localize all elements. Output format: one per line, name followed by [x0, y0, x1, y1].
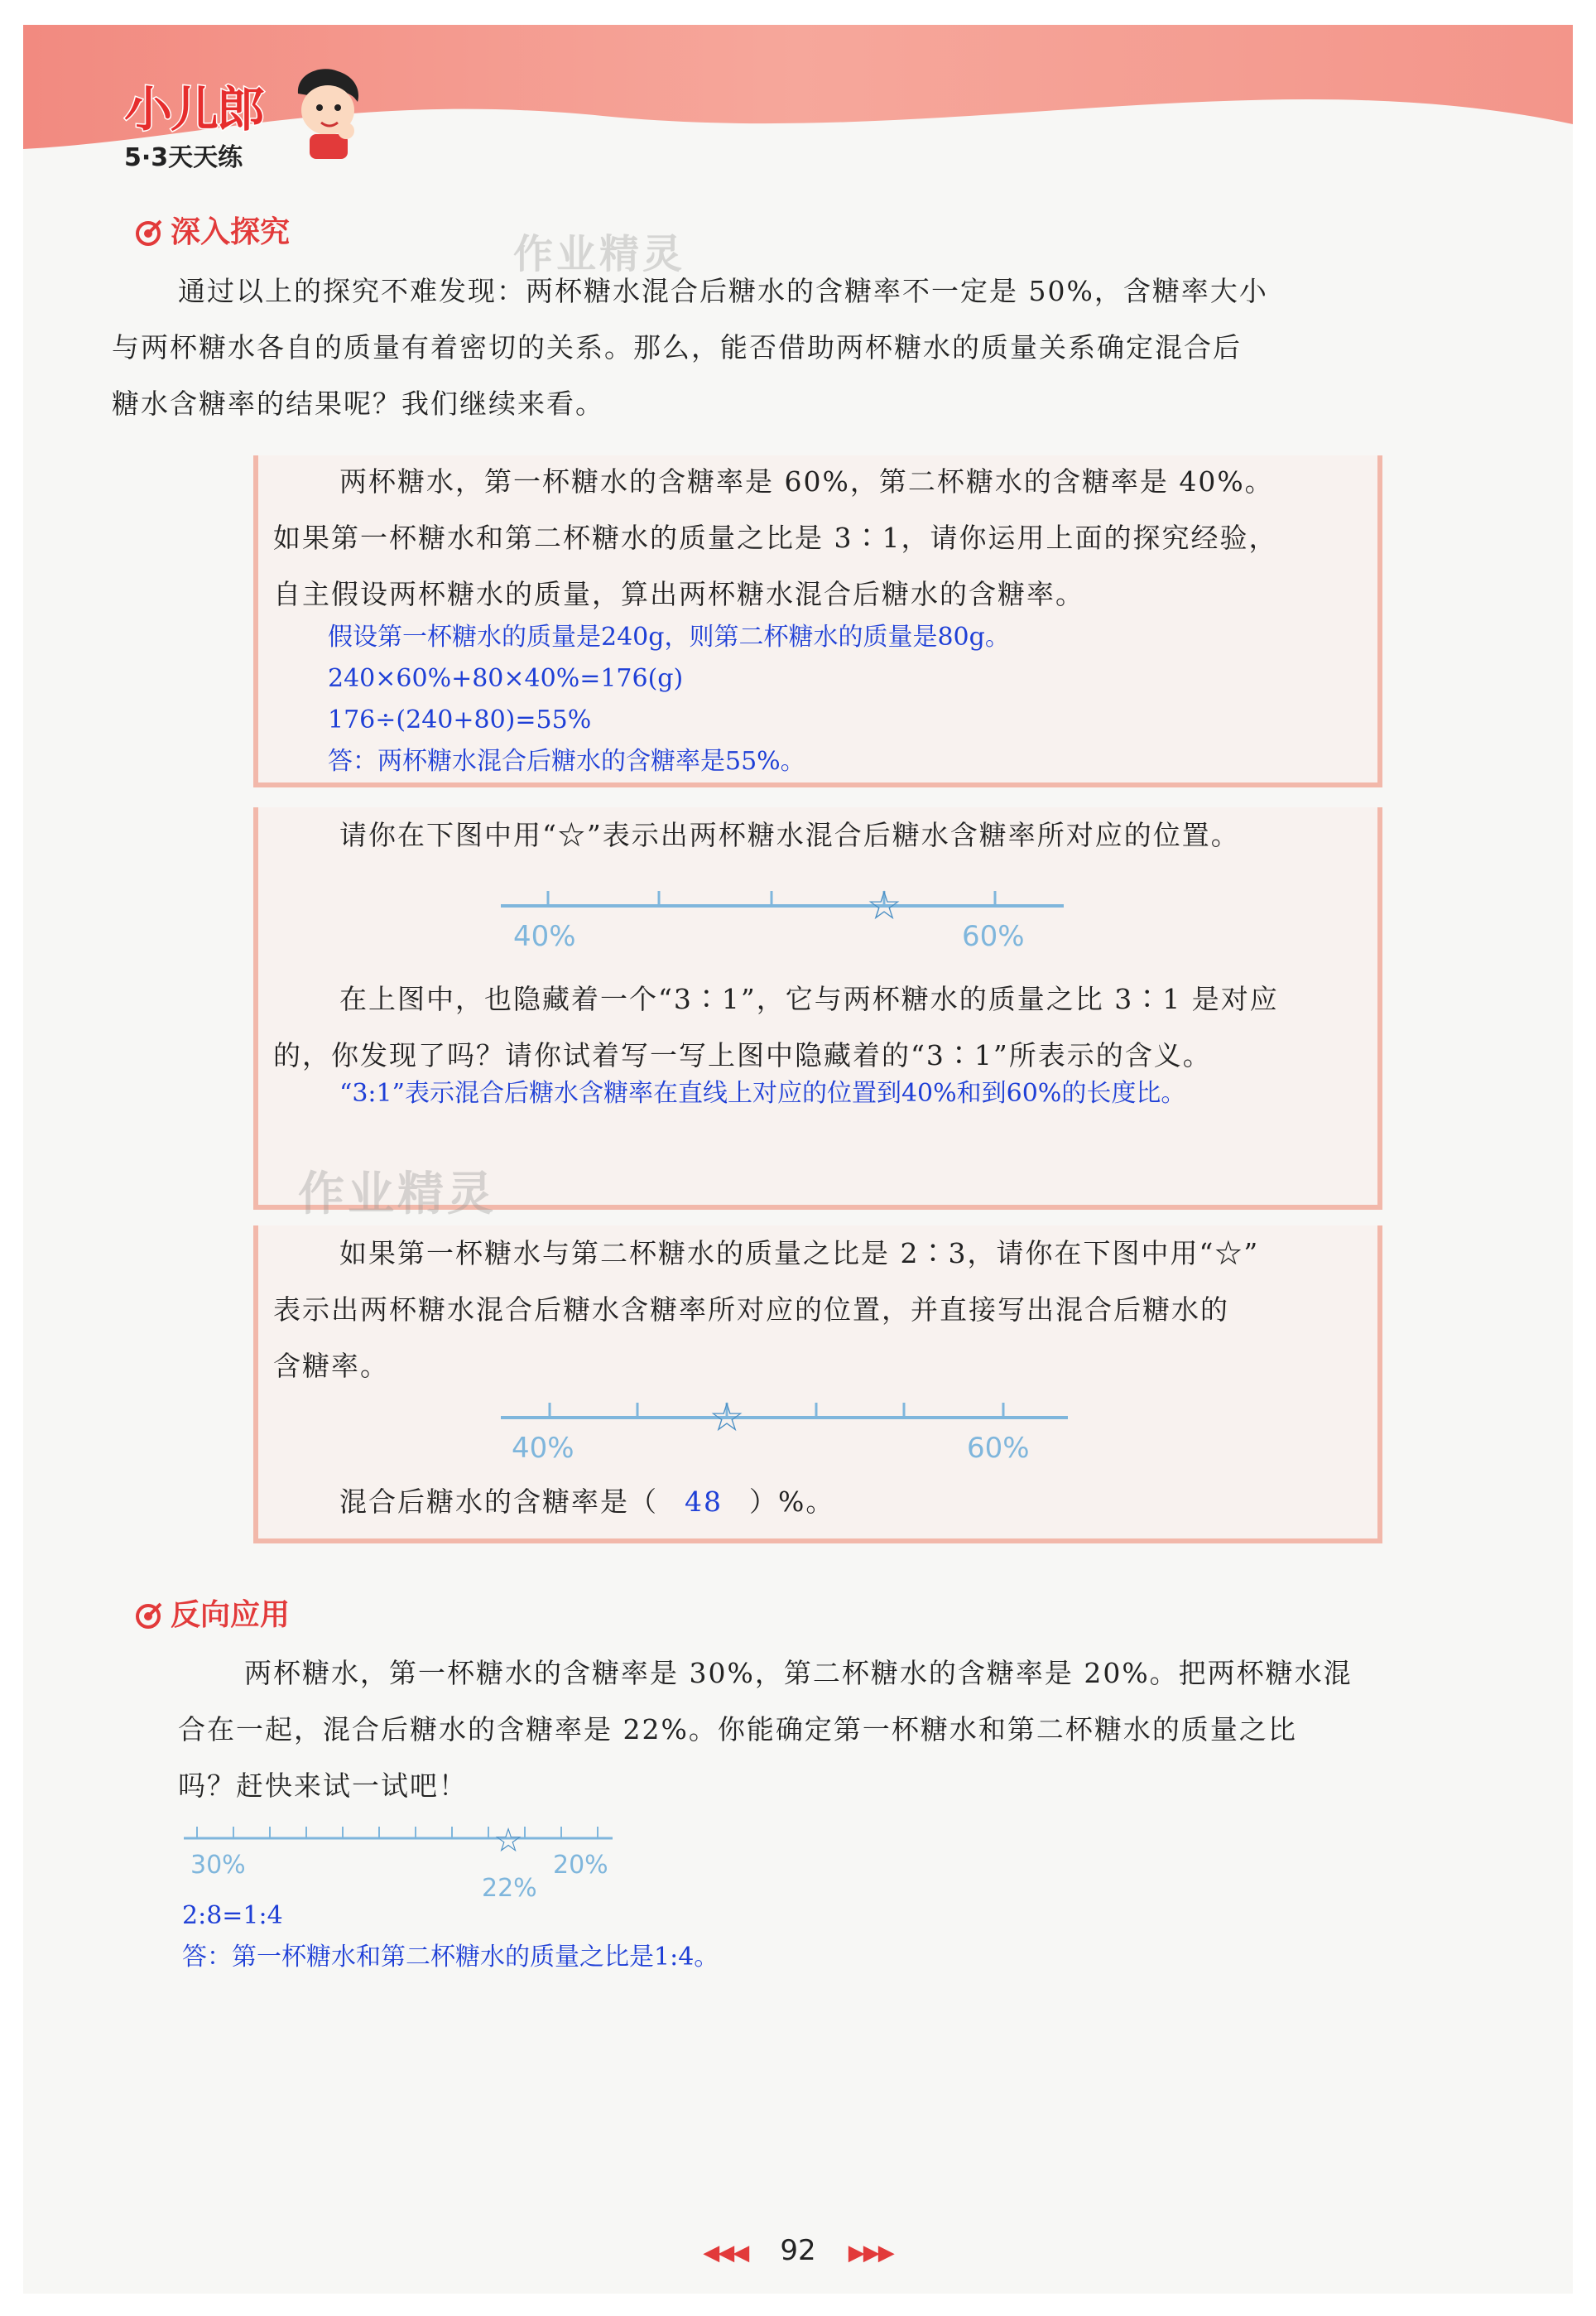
section2-question: [178, 1645, 1469, 1814]
section2-answer: [182, 1895, 719, 1978]
target-icon: [134, 1602, 162, 1630]
intro-line: 与两杯糖水各自的质量有着密切的关系。那么，能否借助两杯糖水的质量关系确定混合后: [112, 331, 1242, 364]
star-marker-icon: ☆: [866, 883, 902, 929]
answer-line: 假设第一杯糖水的质量是240g，则第二杯糖水的质量是80g。: [328, 623, 1010, 652]
prev-arrows-icon: ◀◀◀: [703, 2241, 748, 2265]
box-divider: [253, 782, 1382, 787]
section-title-text: 反向应用: [171, 1598, 291, 1632]
question-line: 两杯糖水，第一杯糖水的含糖率是 60%，第二杯糖水的含糖率是 40%。: [339, 465, 1274, 498]
answer-line: 240×60%+80×40%=176(g): [328, 664, 684, 693]
box2-question: [273, 971, 1366, 1084]
answer-line: 2:8=1:4: [182, 1901, 283, 1930]
question-line: 的，你发现了吗？请你试着写一写上图中隐藏着的“3∶1”所表示的含义。: [273, 1039, 1212, 1071]
box-divider: [253, 1538, 1382, 1543]
section-title-explore: [134, 209, 290, 251]
number-line-1: [497, 878, 1076, 952]
tick-label-right: 60%: [962, 920, 1025, 952]
question-line: 如果第一杯糖水与第二杯糖水的质量之比是 2∶3，请你在下图中用“☆”: [339, 1237, 1260, 1269]
star-marker-icon: ☆: [493, 1822, 523, 1860]
number-line-3: [182, 1813, 629, 1904]
brand-logo: [124, 70, 263, 173]
box3-result: [339, 1474, 834, 1530]
question-line: 吗？赶快来试一试吧！: [178, 1770, 468, 1802]
tick-label-left: 40%: [512, 1432, 574, 1465]
question-line: 两杯糖水，第一杯糖水的含糖率是 30%，第二杯糖水的含糖率是 20%。把两杯糖水混: [244, 1657, 1353, 1689]
section-title-reverse: [134, 1591, 290, 1634]
box3-question: [273, 1225, 1366, 1394]
result-suffix: ）%。: [749, 1485, 835, 1518]
tick-label-mid: 22%: [482, 1874, 537, 1903]
result-prefix: 混合后糖水的含糖率是（: [339, 1485, 658, 1518]
logo-subtitle: 5·3天天练: [124, 143, 243, 172]
question-line: 如果第一杯糖水和第二杯糖水的质量之比是 3∶1，请你运用上面的探究经验，: [273, 522, 1278, 554]
intro-line: 糖水含糖率的结果呢？我们继续来看。: [112, 388, 604, 420]
section-title-text: 深入探究: [171, 215, 291, 249]
answer-line: 176÷(240+80)=55%: [328, 705, 592, 734]
question-line: 表示出两杯糖水混合后糖水含糖率所对应的位置，并直接写出混合后糖水的: [273, 1293, 1229, 1326]
page-footer: [0, 2234, 1596, 2267]
answer-line: 答：第一杯糖水和第二杯糖水的质量之比是1:4。: [182, 1943, 719, 1972]
question-line: 合在一起，混合后糖水的含糖率是 22%。你能确定第一杯糖水和第二杯糖水的质量之比: [178, 1713, 1297, 1745]
question-line: 在上图中，也隐藏着一个“3∶1”，它与两杯糖水的质量之比 3∶1 是对应: [339, 983, 1279, 1015]
page-number: 92: [780, 2234, 816, 2267]
next-arrows-icon: ▶▶▶: [848, 2241, 893, 2265]
number-line-2: [497, 1391, 1076, 1466]
box2-prompt: 请你在下图中用“☆”表示出两杯糖水混合后糖水含糖率所对应的位置。: [339, 819, 1240, 851]
box1-question: [273, 454, 1366, 623]
watermark: 作业精灵: [513, 231, 686, 277]
answer-line: 答：两杯糖水混合后糖水的含糖率是55%。: [328, 747, 805, 776]
box2-answer: “3:1”表示混合后糖水含糖率在直线上对应的位置到40%和到60%的长度比。: [339, 1079, 1186, 1108]
logo-title: 小儿郎: [124, 81, 264, 137]
tick-label-left: 40%: [513, 920, 576, 952]
target-icon: [134, 219, 162, 248]
result-value: 48: [685, 1485, 723, 1518]
star-marker-icon: ☆: [709, 1394, 745, 1441]
tick-label-left: 30%: [190, 1851, 246, 1880]
question-line: 自主假设两杯糖水的质量，算出两杯糖水混合后糖水的含糖率。: [273, 578, 1084, 610]
tick-label-right: 20%: [553, 1851, 608, 1880]
watermark: 作业精灵: [298, 1168, 497, 1221]
question-line: 含糖率。: [273, 1350, 389, 1382]
intro-line: 通过以上的探究不难发现：两杯糖水混合后糖水的含糖率不一定是 50%，含糖率大小: [178, 275, 1268, 307]
intro-paragraph: [112, 263, 1469, 432]
mascot-icon: [288, 65, 368, 160]
box1-answer: [328, 617, 1010, 782]
tick-label-right: 60%: [967, 1432, 1030, 1465]
